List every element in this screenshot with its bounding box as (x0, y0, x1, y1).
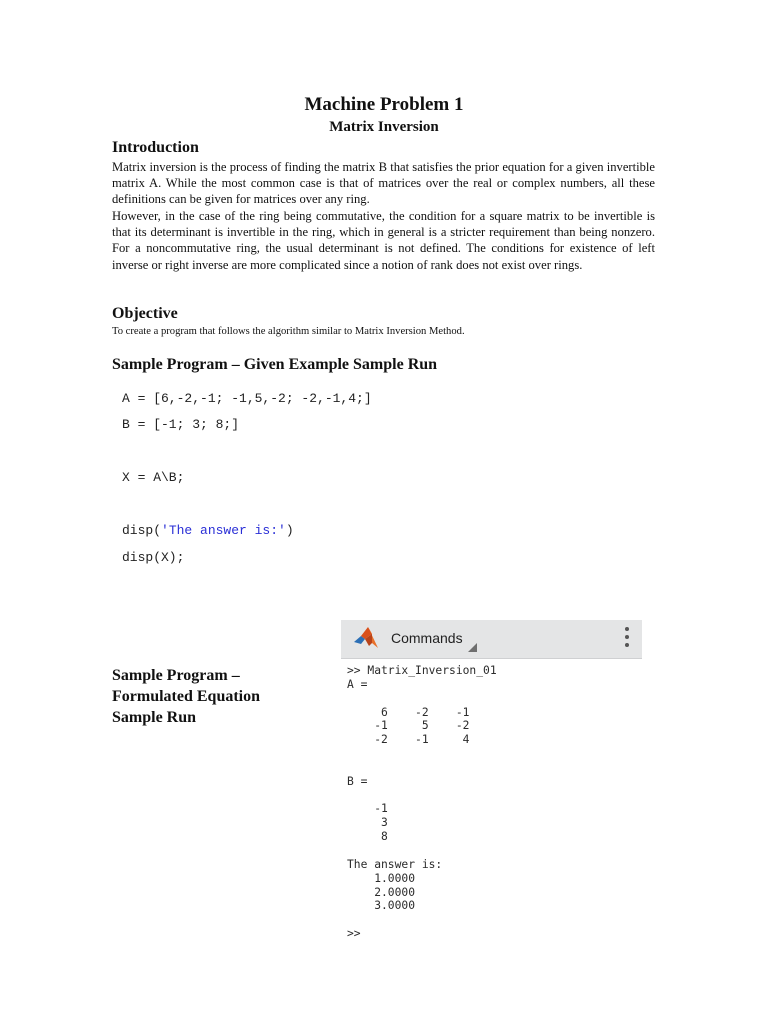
sample-formulated-heading-line-3: Sample Run (112, 709, 197, 726)
page-subtitle: Matrix Inversion (329, 119, 439, 135)
dropdown-caret-icon[interactable] (468, 643, 477, 652)
objective-text: To create a program that follows the algorithm similar to Matrix Inversion Method. (112, 326, 465, 337)
commands-header (341, 620, 642, 659)
code-token: disp( (122, 523, 162, 538)
code-line-disp-x: disp(X); (122, 550, 185, 565)
more-vert-icon[interactable] (623, 627, 631, 651)
commands-output[interactable]: >> Matrix_Inversion_01 A = 6 -2 -1 -1 5 -2 -2 -1 4 B = -1 3 8 The answer is: 1.0000 2.0000 3.0000 >> (347, 664, 497, 941)
sample-formulated-heading-line-2: Formulated Equation (112, 688, 261, 705)
code-string: 'The answer is:' (161, 523, 286, 538)
matlab-logo-icon (353, 625, 379, 651)
introduction-paragraph-2: However, in the case of the ring being commutative, the condition for a square matrix to be invertible is that its determinant is invertible in the ring, which in general is a stricter requirement than being nonzero. For a noncommutative ring, the usual determinant is not defined. The conditions for existence of left inverse or right inverse are more complicated since a notion of rank does not exist over rings. (112, 209, 655, 272)
code-line-matrix-b: B = [-1; 3; 8;] (122, 417, 240, 432)
page-title: Machine Problem 1 (304, 94, 464, 115)
introduction-paragraph-1: Matrix inversion is the process of finding the matrix B that satisfies the prior equation for a given invertible matrix A. While the most common case is that of matrices over the real or complex numbers, all these definitions can be given for matrices over any ring. (112, 160, 655, 207)
code-line-disp-answer (122, 523, 294, 538)
commands-window (341, 620, 642, 970)
sample-formulated-heading-line-1: Sample Program – (112, 667, 240, 684)
code-line-solve: X = A\B; (122, 470, 185, 485)
code-token: ) (285, 523, 294, 538)
code-line-matrix-a: A = [6,-2,-1; -1,5,-2; -2,-1,4;] (122, 391, 372, 406)
introduction-heading: Introduction (112, 139, 199, 156)
commands-title: Commands (391, 630, 463, 646)
objective-heading: Objective (112, 305, 178, 322)
sample-given-heading: Sample Program – Given Example Sample Run (112, 356, 438, 373)
